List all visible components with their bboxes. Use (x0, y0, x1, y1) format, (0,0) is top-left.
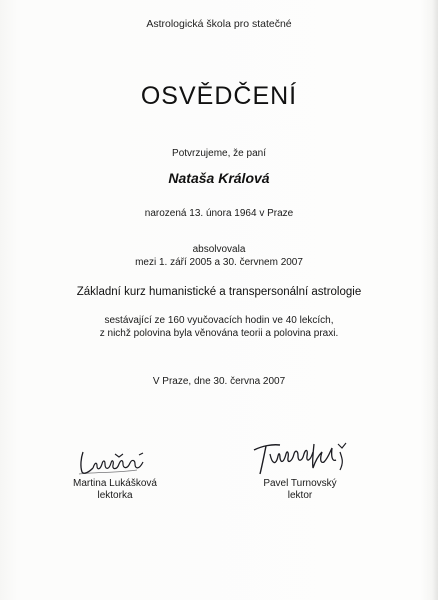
signature-turnovsky-icon (240, 440, 360, 478)
hours-description-line2: z nichž polovina byla věnována teorii a polovina praxi. (99, 328, 339, 339)
signatory-name: Pavel Turnovský (263, 478, 337, 489)
certificate-title: OSVĚDČENÍ (140, 82, 298, 110)
signature-block-turnovsky (215, 440, 385, 502)
hours-description-line1: sestávající ze 160 vyučovacích hodin ve 40 lekcích, (104, 315, 334, 326)
signatory-role: lektor (287, 490, 313, 501)
signature-lukaskova-icon (75, 448, 155, 478)
completed-text: absolvovala (192, 244, 246, 255)
place-and-date: V Praze, dne 30. června 2007 (152, 376, 286, 387)
birth-info: narozená 13. února 1964 v Praze (144, 208, 294, 219)
signatory-role: lektorka (97, 490, 133, 501)
signatory-name: Martina Lukášková (73, 478, 157, 489)
course-name: Základní kurz humanistické a transpersonální astrologie (76, 286, 362, 298)
signature-block-lukaskova (30, 448, 200, 502)
confirmation-text: Potvrzujeme, že paní (172, 148, 266, 159)
school-name: Astrologická škola pro statečné (146, 18, 292, 30)
recipient-name: Nataša Králová (168, 170, 270, 186)
study-period: mezi 1. září 2005 a 30. červnem 2007 (135, 257, 303, 268)
